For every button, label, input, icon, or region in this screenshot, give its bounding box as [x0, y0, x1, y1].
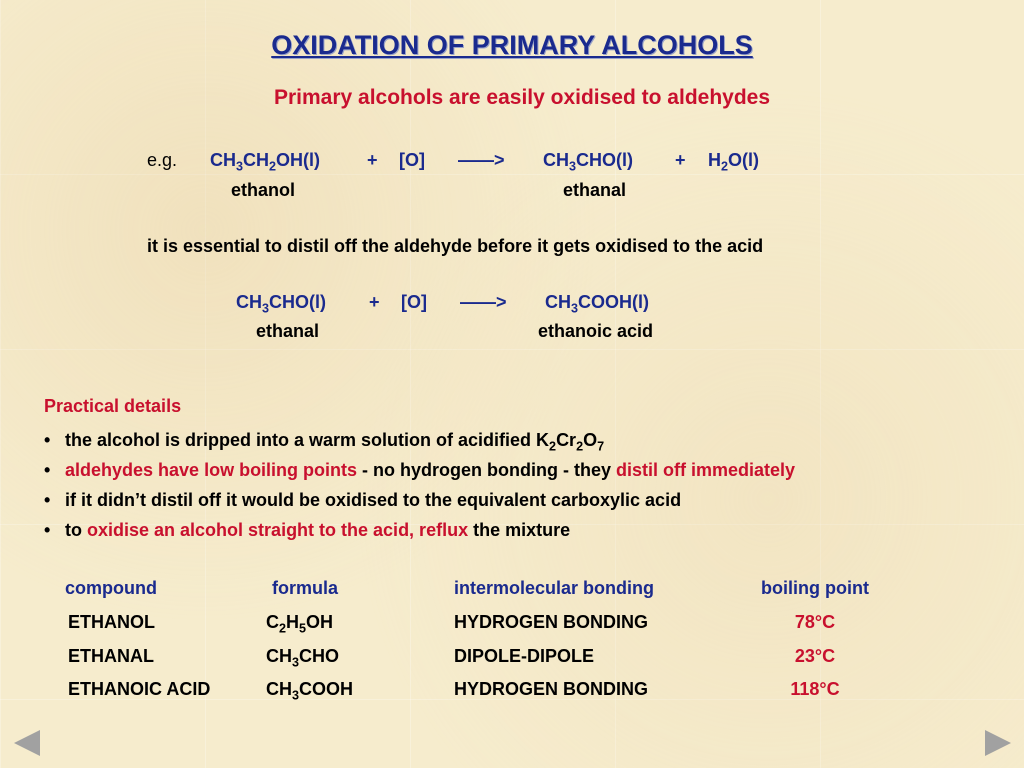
bullet-highlight: oxidise an alcohol straight to the acid, reflux: [87, 520, 469, 540]
practical-list: [44, 430, 795, 550]
formula-subscript: 3: [262, 301, 270, 316]
previous-slide-icon[interactable]: [14, 730, 40, 756]
cell-bonding: HYDROGEN BONDING: [454, 679, 649, 699]
cell-formula: [266, 646, 340, 670]
formula-subscript: 3: [292, 655, 300, 670]
cell-compound: ETHANOL: [68, 612, 155, 632]
formula-subscript: 2: [549, 439, 557, 454]
formula-part: CHO(l): [576, 150, 634, 170]
cell-formula: [266, 679, 354, 703]
bullet-text: if it didn’t distil off it would be oxidised to the equivalent carboxylic acid: [65, 490, 682, 510]
cell-compound: ETHANOIC ACID: [68, 679, 211, 699]
reactant-formula: [236, 292, 327, 316]
bullet-text: - no hydrogen bonding - they: [357, 460, 617, 480]
formula-part: H: [286, 612, 300, 632]
cell-formula: [266, 612, 334, 636]
page-title: OXIDATION OF PRIMARY ALCOHOLS: [271, 30, 753, 60]
bullet-icon: •: [44, 490, 51, 510]
product-name: ethanal: [563, 180, 627, 200]
formula-part: CHO: [299, 646, 340, 666]
page-subtitle: Primary alcohols are easily oxidised to aldehydes: [273, 86, 771, 109]
reaction-arrow: ——>: [458, 150, 505, 170]
bullet-highlight: distil off immediately: [616, 460, 796, 480]
bullet-text: O: [583, 430, 598, 450]
bullet-icon: •: [44, 430, 51, 450]
formula-part: CH: [266, 679, 292, 699]
list-item: [44, 430, 795, 460]
formula-subscript: 3: [236, 159, 244, 174]
cell-compound: ETHANAL: [68, 646, 154, 666]
column-header-boiling-point: boiling point: [761, 578, 869, 598]
product-name: ethanoic acid: [538, 321, 654, 341]
formula-subscript: 2: [576, 439, 584, 454]
bullet-text: the alcohol is dripped into a warm solution of acidified K: [65, 430, 550, 450]
practical-heading: Practical details: [44, 396, 182, 416]
formula-subscript: 7: [597, 439, 605, 454]
oxidant: [O]: [399, 150, 425, 170]
next-slide-icon[interactable]: [985, 730, 1011, 756]
formula-part: OH(l): [276, 150, 321, 170]
list-item: [44, 460, 795, 490]
distil-note: it is essential to distil off the aldehyde before it gets oxidised to the acid: [147, 236, 764, 256]
column-header-compound: compound: [65, 578, 157, 598]
formula-subscript: 3: [292, 688, 300, 703]
oxidant: [O]: [401, 292, 427, 312]
formula-subscript: 2: [269, 159, 277, 174]
formula-subscript: 2: [279, 621, 287, 636]
formula-part: CH: [243, 150, 270, 170]
bullet-text: to: [65, 520, 87, 540]
reactant-name: ethanol: [231, 180, 296, 200]
formula-part: H: [708, 150, 721, 170]
formula-part: COOH(l): [578, 292, 650, 312]
formula-part: CH: [543, 150, 569, 170]
formula-subscript: 3: [569, 159, 577, 174]
formula-part: OH: [306, 612, 334, 632]
reactant-formula: [210, 150, 321, 174]
formula-subscript: 5: [299, 621, 307, 636]
column-header-formula: formula: [272, 578, 339, 598]
list-item: [44, 520, 795, 550]
cell-boiling-point: 23°C: [794, 646, 836, 666]
eg-label: e.g.: [147, 150, 178, 170]
water-formula: [708, 150, 760, 174]
formula-subscript: 3: [571, 301, 579, 316]
formula-part: O(l): [728, 150, 760, 170]
cell-bonding: HYDROGEN BONDING: [454, 612, 649, 632]
bullet-icon: •: [44, 520, 51, 540]
plus-sign: +: [675, 150, 686, 170]
formula-part: CH: [545, 292, 571, 312]
product-formula: [545, 292, 650, 316]
bullet-icon: •: [44, 460, 51, 480]
reaction-arrow: ——>: [460, 292, 507, 312]
product-formula: [543, 150, 634, 174]
list-item: [44, 490, 795, 520]
plus-sign: +: [369, 292, 380, 312]
reactant-name: ethanal: [256, 321, 320, 341]
formula-part: CHO(l): [269, 292, 327, 312]
formula-subscript: 2: [721, 159, 729, 174]
cell-bonding: DIPOLE-DIPOLE: [454, 646, 595, 666]
cell-boiling-point: 78°C: [794, 612, 836, 632]
formula-part: CH: [210, 150, 236, 170]
formula-part: C: [266, 612, 279, 632]
formula-part: CH: [266, 646, 292, 666]
column-header-bonding: intermolecular bonding: [454, 578, 655, 598]
cell-boiling-point: 118°C: [790, 679, 840, 699]
bullet-text: Cr: [556, 430, 577, 450]
formula-part: CH: [236, 292, 262, 312]
bullet-text: the mixture: [468, 520, 571, 540]
bullet-highlight: aldehydes have low boiling points: [65, 460, 358, 480]
plus-sign: +: [367, 150, 378, 170]
formula-part: COOH: [299, 679, 354, 699]
